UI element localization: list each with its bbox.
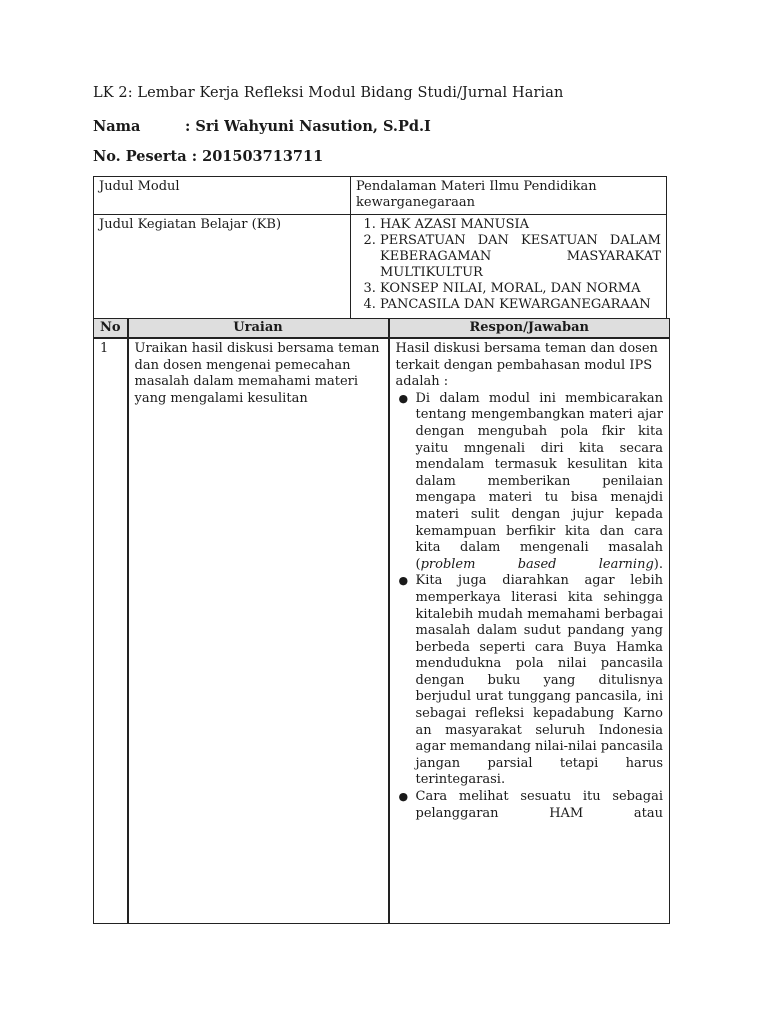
- bullet-italic-term: problem based learning: [420, 556, 654, 572]
- judul-kb-label: Judul Kegiatan Belajar (KB): [94, 215, 351, 323]
- respon-bullet-list: [396, 391, 664, 822]
- kb-item: 3. KONSEP NILAI, MORAL, DAN NORMA: [380, 281, 661, 297]
- module-info-table: [93, 176, 667, 323]
- judul-modul-row: [94, 177, 667, 215]
- kb-list: [356, 217, 661, 313]
- bullet-icon: ●: [398, 391, 409, 405]
- respon-intro: Hasil diskusi bersama teman dan dosen terkait dengan pembahasan modul IPS adalah :: [395, 341, 658, 390]
- bullet-body: Di dalam modul ini membicarakan tentang mengembangkan materi ajar dengan mengubah pola fkir kita yaitu mngenali diri kita secara mendalam termasuk kesulitan kita dalam memberikan penilaian mengapa materi tu bisa menajdi materi sulit dengan jujur kepada kemampuan berfikir kita dan cara kita dalam mengenali masalah (: [415, 390, 663, 572]
- peserta-line: [93, 148, 323, 165]
- bullet-icon: ●: [398, 790, 409, 804]
- bullet-text: Cara melihat sesuatu itu sebagai pelanggaran HAM atau: [415, 789, 663, 821]
- nama-label: Nama: [93, 118, 141, 135]
- nama-value: : Sri Wahyuni Nasution, S.Pd.I: [185, 118, 431, 135]
- judul-kb-list-cell: [351, 215, 667, 323]
- kb-item: 4. PANCASILA DAN KEWARGANEGARAAN: [380, 297, 661, 313]
- reflection-header-row: [94, 319, 670, 339]
- list-item: [398, 789, 664, 822]
- list-item: [398, 390, 664, 574]
- judul-kb-row: [94, 215, 667, 323]
- bullet-icon: ●: [398, 574, 409, 588]
- header-respon: Respon/Jawaban: [389, 319, 670, 339]
- header-no: No: [94, 319, 128, 339]
- peserta-value: : 201503713711: [191, 148, 324, 165]
- list-item: [398, 573, 664, 789]
- bullet-end: ).: [653, 556, 663, 572]
- kb-item: 1. HAK AZASI MANUSIA: [380, 217, 661, 233]
- bullet-text: Kita juga diarahkan agar lebih memperkaya literasi kita sehingga kitalebih mudah memahami berbagai masalah dalam sudut pandang yang berbeda seperti cara Buya Hamka mendudukna pola nilai pancasila dengan buku yang ditulisnya berjudul urat tunggang pancasila, ini sebagai refleksi kepadabung Karno an masyarakat seluruh Indonesia agar memandang nilai-nilai pancasila jangan parsial tetapi harus terintegarasi.: [415, 573, 663, 788]
- kb-item: 2. PERSATUAN DAN KESATUAN DALAM KEBERAGAMAN MASYARAKAT MULTIKULTUR: [380, 233, 661, 281]
- row-uraian: Uraikan hasil diskusi bersama teman dan dosen mengenai pemecahan masalah dalam memahami materi yang mengalami kesulitan: [128, 338, 389, 924]
- peserta-label: No. Peserta: [93, 148, 187, 165]
- table-row: [94, 338, 670, 924]
- nama-line: [93, 118, 431, 135]
- reflection-table: [93, 318, 670, 924]
- judul-modul-label: Judul Modul: [94, 177, 351, 215]
- row-number: 1: [94, 338, 128, 924]
- row-respon: [389, 338, 670, 924]
- judul-modul-value: Pendalaman Materi Ilmu Pendidikan kewarganegaraan: [351, 177, 667, 215]
- header-uraian: Uraian: [128, 319, 389, 339]
- worksheet-title: LK 2: Lembar Kerja Refleksi Modul Bidang Studi/Jurnal Harian: [93, 85, 564, 101]
- bullet-text: [416, 391, 664, 574]
